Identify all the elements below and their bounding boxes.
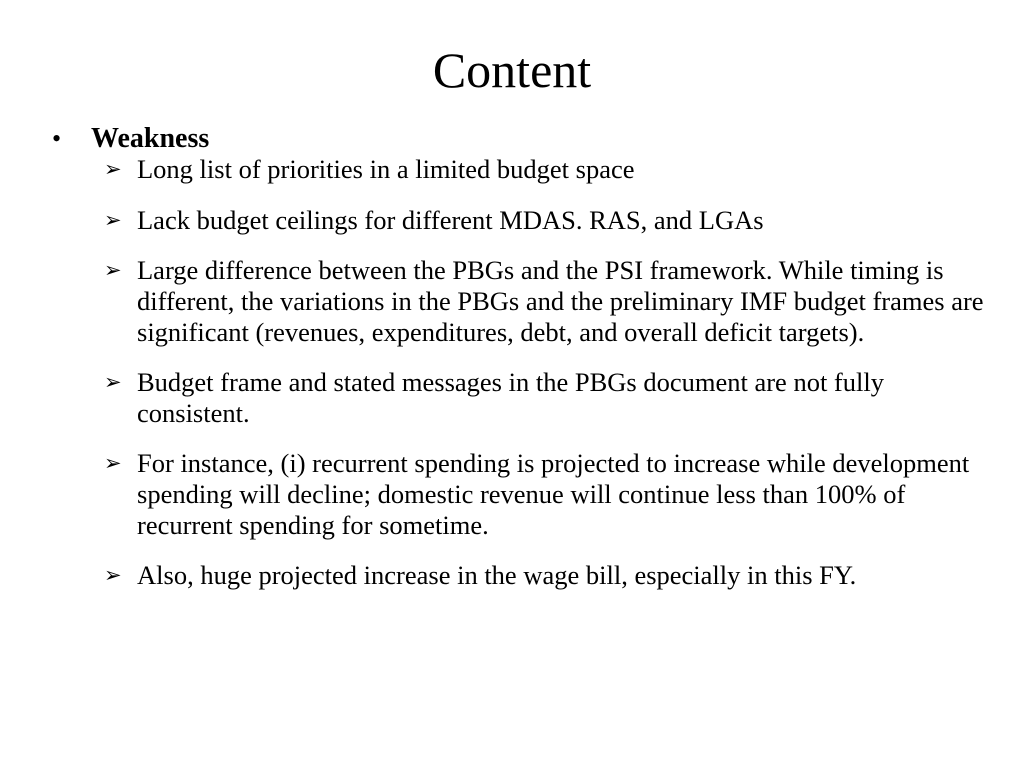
arrow-bullet-icon: ➢: [104, 563, 122, 587]
list-item-text: Long list of priorities in a limited budget space: [137, 154, 635, 184]
list-item: [0, 367, 1024, 429]
arrow-bullet-icon: ➢: [104, 258, 122, 282]
arrow-bullet-icon: ➢: [104, 451, 122, 475]
arrow-bullet-icon: ➢: [104, 157, 122, 181]
list-item: [0, 154, 1024, 185]
list-item-text: Large difference between the PBGs and the PSI framework. While timing is different, the variations in the PBGs and the preliminary IMF budget frames are significant (revenues, expenditures, debt, and overall deficit targets).: [137, 255, 984, 347]
list-item: [0, 255, 1024, 348]
list-item: [0, 560, 1024, 591]
list-item-text: Budget frame and stated messages in the PBGs document are not fully consistent.: [137, 367, 884, 428]
bullet-icon: •: [52, 124, 62, 153]
list-item-text: For instance, (i) recurrent spending is projected to increase while development spending will decline; domestic revenue will continue less than 100% of recurrent spending for sometime.: [137, 448, 970, 540]
slide-title: Content: [432, 42, 592, 98]
list-item: [0, 205, 1024, 236]
list-item: [0, 448, 1024, 541]
list-item-text: Also, huge projected increase in the wage bill, especially in this FY.: [137, 560, 857, 590]
arrow-bullet-icon: ➢: [104, 208, 122, 232]
weakness-list: [0, 154, 1024, 591]
slide-content: [0, 120, 1024, 610]
arrow-bullet-icon: ➢: [104, 370, 122, 394]
list-item-text: Lack budget ceilings for different MDAS. RAS, and LGAs: [137, 205, 764, 235]
section-heading-weakness: [0, 120, 1024, 158]
section-heading-label: Weakness: [91, 123, 210, 154]
